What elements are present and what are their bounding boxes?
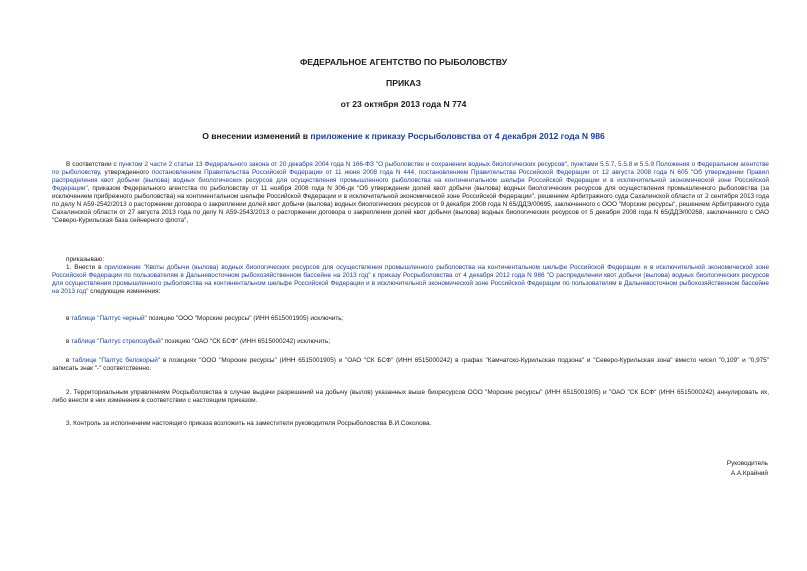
subitem-text: в bbox=[66, 338, 72, 345]
subitem-text: в позициях "ООО "Морские ресурсы" (ИНН 6515001905) и "ОАО "СК БСФ" (ИНН 6515000242) в графах "Камчатско-Курильская подзона" и "Северо-Курильская зона" вместо чисел "0,109" и "0,975" записать знак "-" соответственно. bbox=[52, 357, 770, 373]
signature-position: Руководитель bbox=[726, 460, 768, 467]
appendix-link[interactable]: приложение "Квоты добычи (вылова) водных биологических ресурсов для осуществления промышленного рыболовства на континентальном шельфе Российской Федерации и в исключительной экономической зоне Российской Федерации по пользователям в Дальневосточном рыбохозяйственном бассейне на 2013 год" к приказу Росрыболовства от 4 декабря 2012 года N 986 "О распределении квот добычи (вылова) водных биологических ресурсов для осуществления промышленного рыболовства на континентальном шельфе Российской Федерации и в исключительной экономической зоне Российской Федерации по пользователям в Дальневосточном рыбохозяйственном бассейне на 2013 год" bbox=[52, 264, 770, 296]
subitem-text: в bbox=[66, 357, 73, 364]
preamble-text-5: , утвержденного bbox=[99, 169, 152, 177]
subitem-white-halibut bbox=[52, 357, 769, 373]
preamble-text-3: , bbox=[614, 161, 619, 168]
subitem-arrowtooth-halibut bbox=[66, 338, 330, 346]
preamble-text-4: и bbox=[632, 161, 640, 168]
clause-5-5-7-link[interactable]: пунктами 5.5.7 bbox=[570, 161, 615, 168]
subitem-black-halibut bbox=[66, 315, 343, 323]
clause-5-5-8-link[interactable]: 5.5.8 bbox=[618, 161, 633, 168]
item-1-text-1: 1. Внести в bbox=[66, 264, 105, 271]
preamble-text-2: , bbox=[566, 161, 571, 168]
document-date-number: от 23 октября 2013 года N 774 bbox=[340, 99, 467, 109]
preamble-text-6: , bbox=[414, 169, 419, 177]
table-white-halibut-link[interactable]: таблице "Палтус белокорый" bbox=[72, 357, 161, 364]
item-3-paragraph: 3. Контроль за исполнением настоящего приказа возложить на заместителя руководителя Росрыболовства В.И.Соколова. bbox=[66, 420, 432, 427]
table-black-halibut-link[interactable]: таблице "Палтус черный" bbox=[71, 315, 147, 322]
resolution-605-link[interactable]: постановлением Правительства Российской Федерации от 12 августа 2008 года N 605 "Об утверждении Правил распределения квот добычи (вылова) водных биологических ресурсов для осуществления промышленного рыболовства на континентальном шельфе Российской Федерации и в исключительной экономической зоне Российской Федерации" bbox=[52, 169, 769, 193]
law-link[interactable]: пунктом 2 части 2 статьи 13 Федерального закона от 20 декабря 2004 года N 166-ФЗ "О рыболовстве и сохранении водных биологических ресурсов" bbox=[118, 161, 567, 168]
order-word: приказываю: bbox=[66, 256, 104, 263]
subject-link[interactable]: приложение к приказу Росрыболовства от 4 декабря 2012 года N 986 bbox=[310, 131, 605, 141]
document-subject bbox=[0, 131, 807, 141]
subject-prefix: О внесении изменений в bbox=[202, 131, 311, 141]
item-2-paragraph: 2. Территориальным управлениям Росрыболовства в случае выдачи разрешений на добычу (вылов) указанных выше биоресурсов ООО "Морские ресурсы" (ИНН 6515001905) и "ОАО "СК БСФ" (ИНН 6515000242) аннулировать их, либо внести в них изменения в соответствии с настоящим приказом. bbox=[52, 389, 769, 405]
preamble-paragraph bbox=[52, 161, 769, 225]
item-1-paragraph bbox=[52, 264, 769, 296]
subitem-text: позицию "ООО "Морские ресурсы" (ИНН 6515001905) исключить; bbox=[146, 315, 344, 322]
preamble-text-1: В соответствии с bbox=[66, 161, 119, 168]
regulation-link[interactable]: 5.5.9 Положения о Федеральном агентстве по рыболовству bbox=[52, 161, 769, 177]
agency-title: ФЕДЕРАЛЬНОЕ АГЕНТСТВО ПО РЫБОЛОВСТВУ bbox=[299, 57, 508, 67]
subitem-text: в bbox=[66, 315, 72, 322]
item-1-text-2: следующие изменения: bbox=[88, 288, 161, 296]
resolution-444-link[interactable]: постановлением Правительства Российской Федерации от 11 июня 2008 года N 444 bbox=[151, 169, 415, 177]
subitem-text: позицию "ОАО "СК БСФ" (ИНН 6515000242) исключить; bbox=[162, 338, 331, 345]
preamble-text-7: , приказом Федерального агентства по рыболовству от 11 ноября 2008 года N 306-дк "Об утверждении долей квот добычи (вылова) водных биологических ресурсов для осуществления промышленного рыболовства (за исключением прибрежного рыболовства) на континентальном шельфе Российской Федерации и в исключительной экономической зоне Российской Федерации", решением Арбитражного суда Сахалинской области от 2 сентября 2013 года по делу N А59-2542/2013 о расторжении договора о закреплении долей квот добычи (вылова) водных биологических ресурсов от 9 декабря 2008 года N 65/ДДЭ/00695, заключенного с ООО "Морские ресурсы", решением Арбитражного суда Сахалинской области от 27 августа 2013 года по делу N А59-2543/2013 о расторжении договора о закреплении долей квот добычи (вылова) водных биологических ресурсов от 5 декабря 2008 года N 65/ДДЭ/00268, заключенного с ОАО "Северо-Курильская база сейнерного флота", bbox=[52, 185, 769, 225]
signature-name: А.А.Крайний bbox=[730, 470, 768, 477]
document-type: ПРИКАЗ bbox=[386, 78, 421, 88]
table-arrowtooth-halibut-link[interactable]: таблице "Палтус стрелозубый" bbox=[71, 338, 163, 345]
